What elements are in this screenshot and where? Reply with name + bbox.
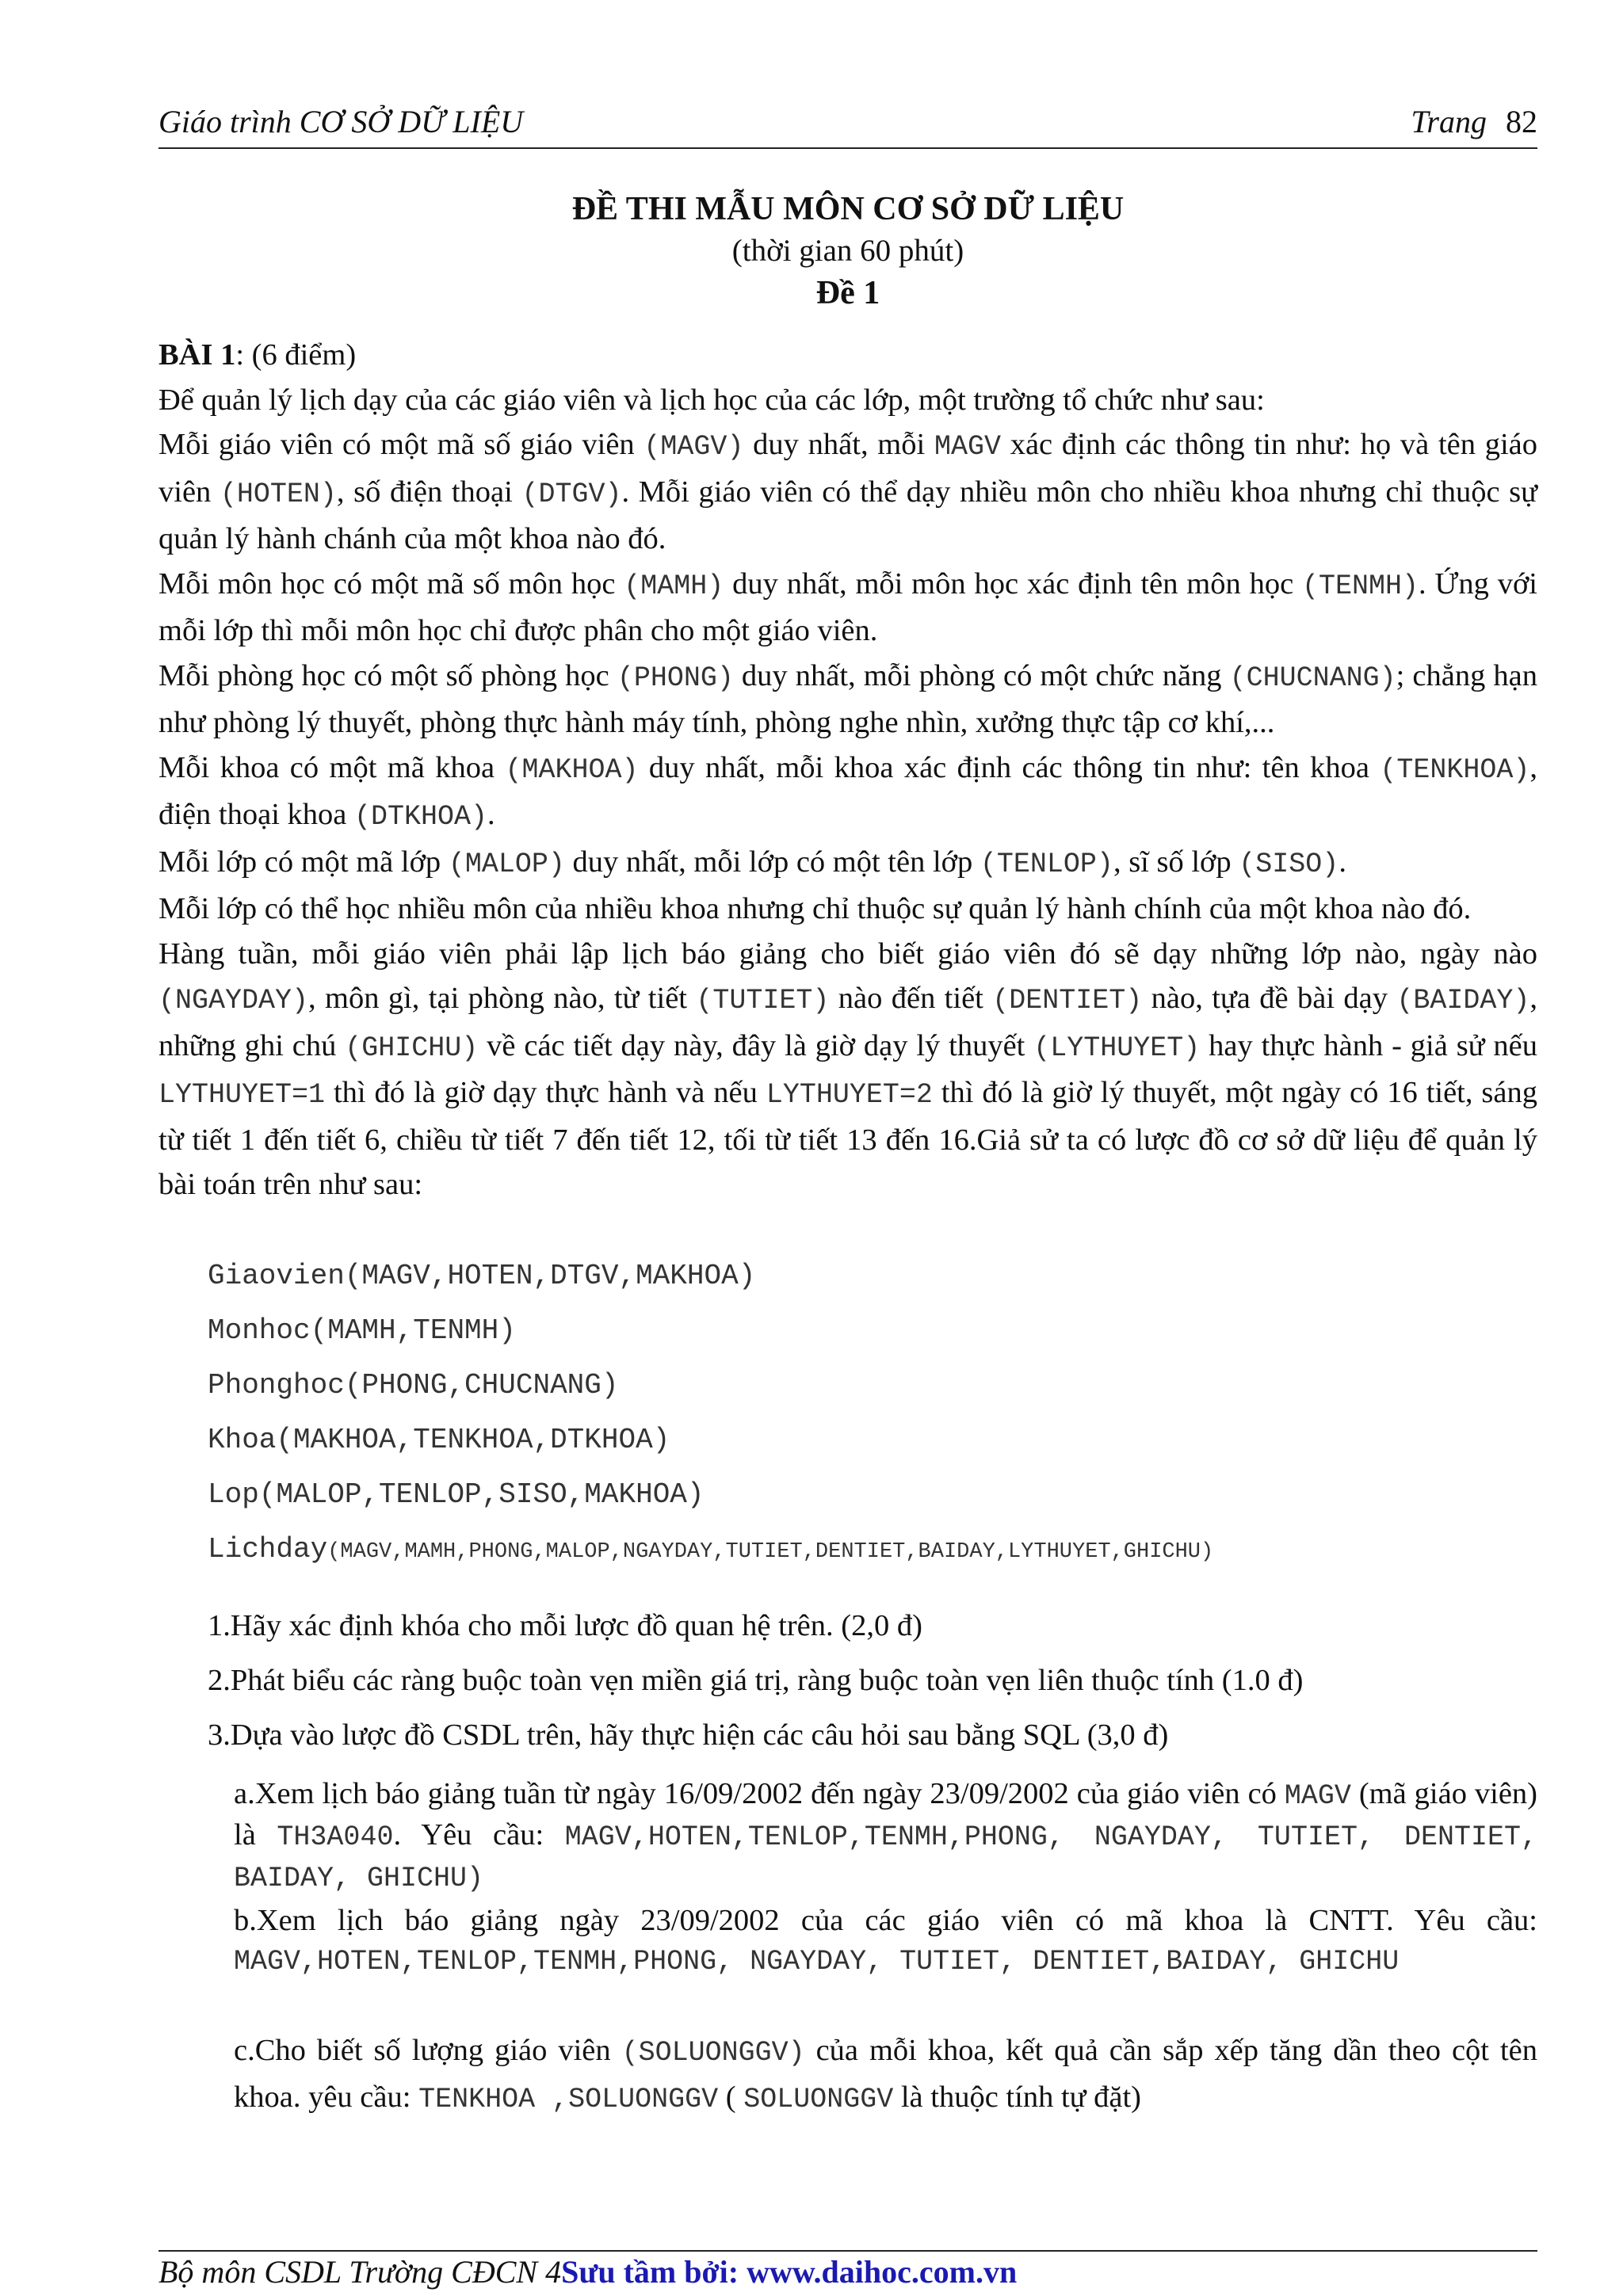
text: Mỗi môn học có một mã số môn học [158,566,624,601]
text: duy nhất, mỗi [743,428,934,461]
page-number-block [1411,103,1537,140]
text: . Yêu cầu: [393,1818,565,1852]
subquestion-a-text [234,1775,1537,1898]
subject-paragraph [158,562,1537,654]
schema-lichday-name: Lichday [208,1533,328,1566]
schema-lop: Lop(MALOP,TENLOP,SISO,MAKHOA) [208,1478,705,1511]
question-2: 2.Phát biểu các ràng buộc toàn vẹn miền giá trị, ràng buộc toàn vẹn liên thuộc tính (1.0 đ) [208,1664,1304,1697]
question-list [208,1608,1539,1772]
attr: (GHICHU) [345,1032,479,1064]
schema-lichday [208,1533,1539,1588]
text: . [1338,845,1346,879]
text: thì đó là giờ dạy thực hành và nếu [325,1076,766,1109]
attr: (DTGV) [521,478,622,510]
attr: (NGAYDAY) [158,985,309,1016]
attr: (DENTIET) [992,985,1143,1016]
text: nào, tựa đề bài dạy [1142,982,1397,1015]
text: xác định các thông tin như: họ và tên giáo viên [158,428,1537,509]
text: . [487,798,495,831]
class-paragraph [158,840,1537,887]
schema-lichday-attrs: (MAGV,MAMH,PHONG,MALOP,NGAYDAY,TUTIET,DENTIET,BAIDAY,LYTHUYET,GHICHU) [327,1540,1214,1564]
text: c.Cho biết số lượng giáo viên [234,2034,622,2067]
attr: MAGV [1284,1780,1351,1812]
text: Mỗi giáo viên có một mã số giáo viên [158,428,644,461]
faculty-paragraph [158,746,1537,840]
teacher-paragraph [158,422,1537,562]
attr: (BAIDAY) [1396,985,1530,1016]
text: thì đó là giờ lý thuyết, một ngày có 16 tiết, sáng từ tiết 1 đến tiết 6, chiều từ tiết 7 đến tiết 12, tối từ tiết 13 đến 16.Giả sử ta có lược đồ cơ sở dữ liệu để quản lý bài toán trên như sau: [158,1076,1537,1201]
class-paragraph-2: Mỗi lớp có thể học nhiều môn của nhiều khoa nhưng chỉ thuộc sự quản lý hành chính của một khoa nào đó. [158,892,1472,925]
attr: (HOTEN) [220,478,337,510]
attr: (MAGV) [643,431,744,463]
attr: (DTKHOA) [353,801,488,833]
text: b.Xem lịch báo giảng ngày 23/09/2002 của các giáo viên có mã khoa là CNTT. Yêu cầu: [234,1904,1537,1937]
attr: (TUTIET) [696,985,830,1016]
text: nào đến tiết [829,982,993,1015]
bai1-points: : (6 điểm) [235,338,357,372]
exam-title: ĐỀ THI MẪU MÔN CƠ SỞ DỮ LIỆU [571,191,1125,227]
page-header [158,103,1537,149]
page-label: Trang [1411,104,1487,139]
attr: (SISO) [1239,848,1339,880]
text: của mỗi khoa, kết quả cần sắp xếp tăng dần theo cột tên khoa. yêu cầu: [234,2034,1537,2114]
footer-department: Bộ môn CSDL Trường CĐCN 4 [158,2254,562,2290]
text: , điện thoại khoa [158,750,1537,831]
room-paragraph [158,654,1537,746]
text: Hàng tuần, mỗi giáo viên phải lập lịch báo giảng cho biết giáo viên đó sẽ dạy những lớp nào, ngày nào [158,936,1537,971]
text: duy nhất, mỗi phòng có một chức năng [733,658,1230,692]
attr: (TENMH) [1302,570,1419,602]
attr: (MAKHOA) [505,753,639,786]
question-3: 3.Dựa vào lược đồ CSDL trên, hãy thực hiện các câu hỏi sau bằng SQL (3,0 đ) [208,1718,1169,1752]
subquestion-a [234,1775,1537,1898]
text: hay thực hành - giả sử nếu [1200,1028,1537,1062]
attr: LYTHUYET=2 [766,1079,933,1111]
text: . Mỗi giáo viên có thể dạy nhiều môn cho nhiều khoa nhưng chỉ thuộc sự quản lý hành chánh của một khoa nào đó. [158,475,1537,555]
schema-phonghoc: Phonghoc(PHONG,CHUCNANG) [208,1369,619,1402]
bai1-label: BÀI 1 [158,338,236,372]
text: , sĩ số lớp [1113,845,1239,879]
attr: (MAMH) [624,570,724,602]
footer-credit-link[interactable]: Sưu tầm bởi: www.daihoc.com.vn [561,2254,1018,2290]
text: , số điện thoại [336,475,522,509]
page-number: 82 [1506,104,1537,139]
text: là thuộc tính tự đặt) [893,2081,1141,2114]
weekly-paragraph [158,932,1537,1207]
bai1-heading [158,333,1537,378]
attr: MAGV,HOTEN,TENLOP,TENMH,PHONG, NGAYDAY, TUTIET, DENTIET, BAIDAY, GHICHU) [234,1821,1537,1894]
attr: (TENLOP) [980,848,1113,880]
attr: (PHONG) [617,662,734,694]
subquestion-c [234,2028,1537,2122]
attr: SOLUONGGV [743,2084,894,2115]
attr: (LYTHUYET) [1033,1032,1201,1064]
text: ; chẳng hạn như phòng lý thuyết, phòng thực hành máy tính, phòng nghe nhìn, xưởng thực tập cơ khí,... [158,658,1537,739]
text: , những ghi chú [158,982,1538,1062]
attr: MAGV,HOTEN,TENLOP,TENMH,PHONG, NGAYDAY, TUTIET, DENTIET,BAIDAY, GHICHU [234,1946,1400,1978]
text: , môn gì, tại phòng nào, từ tiết [308,982,697,1015]
attr: (SOLUONGGV) [621,2037,805,2069]
subquestion-c-text [234,2028,1537,2122]
attr: TH3A040 [277,1821,394,1853]
text: a.Xem lịch báo giảng tuần từ ngày 16/09/2002 đến ngày 23/09/2002 của giáo viên có [234,1777,1285,1810]
book-title: Giáo trình CƠ SỞ DỮ LIỆU [158,104,524,139]
text: duy nhất, mỗi lớp có một tên lớp [564,845,980,879]
exam-number: Đề 1 [815,275,880,311]
attr: MAGV [934,431,1001,463]
attr: (MALOP) [448,848,565,880]
attr: LYTHUYET=1 [158,1079,326,1111]
problem-statement [158,333,1537,1207]
text: (mã giáo viên) là [234,1777,1538,1852]
attr: (CHUCNANG) [1229,662,1396,694]
subquestion-b-text [234,1901,1537,1981]
text: duy nhất, mỗi môn học xác định tên môn học [724,566,1302,601]
intro-paragraph: Để quản lý lịch dạy của các giáo viên và lịch học của các lớp, một trường tổ chức như sau: [158,383,1265,417]
text: ( [718,2081,744,2114]
text: Mỗi phòng học có một số phòng học [158,658,617,692]
schema-giaovien: Giaovien(MAGV,HOTEN,DTGV,MAKHOA) [208,1260,756,1292]
text: Mỗi lớp có một mã lớp [158,845,449,879]
subquestion-b [234,1901,1537,1981]
page-footer [158,2250,1537,2290]
text: Mỗi khoa có một mã khoa [158,750,506,784]
attr: TENKHOA ,SOLUONGGV [418,2084,719,2115]
schema-khoa: Khoa(MAKHOA,TENKHOA,DTKHOA) [208,1424,670,1456]
text: duy nhất, mỗi khoa xác định các thông tin như: tên khoa [638,750,1381,784]
schema-monhoc: Monhoc(MAMH,TENMH) [208,1314,516,1347]
attr: (TENKHOA) [1380,753,1530,786]
exam-duration: (thời gian 60 phút) [731,234,964,268]
text: . Ứng với mỗi lớp thì mỗi môn học chỉ được phân cho một giáo viên. [158,566,1538,647]
database-schema [208,1260,1539,1588]
text: về các tiết dạy này, đây là giờ dạy lý thuyết [478,1028,1034,1062]
question-1: 1.Hãy xác định khóa cho mỗi lược đồ quan hệ trên. (2,0 đ) [208,1609,922,1642]
